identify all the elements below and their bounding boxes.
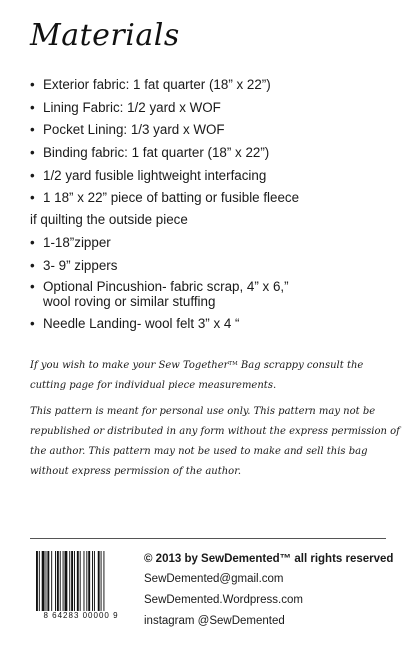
list-item-text: 1-18”zipper — [43, 235, 111, 251]
barcode-bar — [92, 551, 93, 611]
list-item — [30, 315, 400, 332]
list-item-text: Pocket Lining: 1/3 yard x WOF — [43, 122, 225, 138]
website-address: SewDemented.Wordpress.com — [144, 594, 303, 606]
bullet-icon: • — [30, 235, 35, 251]
barcode-bar — [46, 551, 47, 611]
barcode-bar — [39, 551, 40, 611]
barcode-bar — [88, 551, 90, 611]
list-item-text: Needle Landing- wool felt 3” x 4 “ — [43, 316, 240, 332]
license-note: This pattern is meant for personal use only. This pattern may not be republished or distributed in any form without the express permission of the author. This pattern may not be used to make and sell this bag without express permission of the author. — [30, 406, 400, 477]
list-item — [30, 167, 400, 184]
barcode-bar — [101, 551, 102, 611]
bullet-icon: • — [30, 167, 35, 183]
list-item — [30, 189, 400, 228]
bullet-icon: • — [30, 77, 35, 92]
scrappy-note-text: If you wish to make your Sew Together — [30, 360, 229, 371]
barcode-bar — [60, 551, 61, 611]
trademark-mark: TM — [228, 361, 238, 367]
list-item-text: Binding fabric: 1 fat quarter (18” x 22”) — [43, 145, 270, 161]
list-item-text: 1/2 yard fusible lightweight interfacing — [43, 167, 267, 183]
scrappy-note — [30, 354, 400, 396]
barcode-graphic — [36, 551, 128, 611]
barcode-bar — [69, 551, 70, 611]
barcode-bar — [84, 551, 85, 611]
email-address: SewDemented@gmail.com — [144, 573, 284, 585]
list-item — [30, 257, 400, 274]
bullet-icon: • — [30, 257, 35, 273]
bullet-icon: • — [30, 99, 35, 115]
barcode-bar — [71, 551, 73, 611]
page-title: Materials — [30, 18, 180, 53]
bullet-icon: • — [30, 145, 35, 161]
list-item — [30, 76, 400, 93]
contact-info — [144, 553, 394, 634]
list-item — [30, 280, 400, 310]
scrappy-note-text-rest: Bag scrappy consult the cutting page for individual piece measurements. — [30, 360, 364, 391]
barcode-bar — [55, 551, 56, 611]
list-item-text: Exterior fabric: 1 fat quarter (18” x 22”) — [43, 77, 271, 92]
list-item-continuation: wool roving or similar stuffing — [43, 294, 216, 309]
list-item-text: 3- 9” zippers — [43, 257, 118, 273]
barcode-bar — [86, 551, 87, 611]
barcode-bar — [47, 551, 49, 611]
barcode-bar — [57, 551, 59, 611]
barcode — [30, 551, 132, 627]
barcode-number: 8 64283 00000 9 — [43, 611, 119, 620]
barcode-bar — [42, 551, 45, 611]
barcode-bar — [65, 551, 68, 611]
barcode-bar — [77, 551, 79, 611]
barcode-bar — [94, 551, 95, 611]
barcode-bar — [80, 551, 81, 611]
barcode-bar — [74, 551, 75, 611]
bullet-icon: • — [30, 278, 35, 294]
list-item-text: 1 18” x 22” piece of batting or fusible fleece — [43, 190, 300, 206]
list-item — [30, 99, 400, 116]
bullet-icon: • — [30, 316, 35, 332]
bullet-icon: • — [30, 122, 35, 138]
list-item — [30, 121, 400, 138]
barcode-bar — [98, 551, 100, 611]
list-item — [30, 234, 400, 251]
barcode-bar — [36, 551, 38, 611]
barcode-bar — [63, 551, 64, 611]
copyright-notice: © 2013 by SewDemented™ all rights reserved — [144, 553, 394, 565]
barcode-bar — [51, 551, 52, 611]
barcode-bar — [103, 551, 104, 611]
materials-list — [30, 76, 400, 338]
list-item — [30, 144, 400, 161]
list-item-text: Lining Fabric: 1/2 yard x WOF — [43, 99, 221, 115]
bullet-icon: • — [30, 190, 35, 206]
list-item-text: Optional Pincushion- fabric scrap, 4” x 6,” — [43, 278, 289, 294]
instagram-handle: instagram @SewDemented — [144, 615, 285, 627]
list-item-continuation: if quilting the outside piece — [30, 212, 188, 228]
divider — [30, 538, 386, 539]
